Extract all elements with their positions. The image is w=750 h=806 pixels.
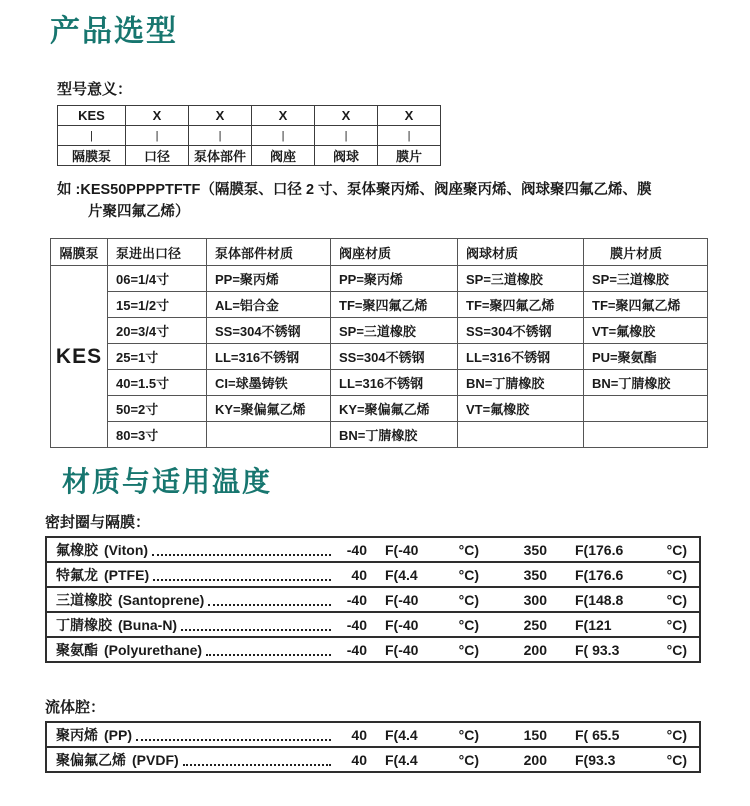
model-meaning-label: 型号意义： xyxy=(57,81,133,98)
material-name-cn: 三道橡胶 xyxy=(56,591,112,608)
min-temp-f: 40 xyxy=(351,726,367,743)
table-row xyxy=(51,318,708,344)
table-cell: SP=三道橡胶 xyxy=(458,266,584,292)
table-cell: 50=2寸 xyxy=(108,396,207,422)
model-bar-row xyxy=(58,126,441,146)
min-temp-f: -40 xyxy=(346,541,367,558)
table-row xyxy=(51,292,708,318)
column-header: 膜片材质 xyxy=(584,239,708,266)
table-cell: SP=三道橡胶 xyxy=(584,266,708,292)
table-cell: KY=聚偏氟乙烯 xyxy=(207,396,331,422)
material-name-en: (PVDF) xyxy=(132,751,179,768)
table-row xyxy=(47,638,699,661)
max-temp-f: 300 xyxy=(523,591,547,608)
table-cell: 泵体部件 xyxy=(189,146,252,166)
table-cell: BN=丁腈橡胶 xyxy=(331,422,458,448)
table-cell: 25=1寸 xyxy=(108,344,207,370)
table-cell xyxy=(584,422,708,448)
max-temp-f: 250 xyxy=(523,616,547,633)
table-cell: SP=三道橡胶 xyxy=(331,318,458,344)
dotted-leader xyxy=(153,579,331,581)
material-name-en: (Buna-N) xyxy=(118,616,178,633)
dotted-leader xyxy=(206,654,331,656)
materials-section-title: 材质与适用温度 xyxy=(62,466,273,497)
table-cell: PU=聚氨酯 xyxy=(584,344,708,370)
material-name-cn: 丁腈橡胶 xyxy=(56,616,112,633)
material-name-cn: 聚氨酯 xyxy=(56,641,98,658)
max-temp-f: 150 xyxy=(523,726,547,743)
table-cell xyxy=(584,396,708,422)
table-cell: TF=聚四氟乙烯 xyxy=(331,292,458,318)
material-name-en: (Santoprene) xyxy=(118,591,205,608)
material-name-cn: 氟橡胶 xyxy=(56,541,98,558)
min-temp-f: -40 xyxy=(346,641,367,658)
series-name-cell: KES xyxy=(51,266,108,448)
material-name-en: (PTFE) xyxy=(104,566,150,583)
page-title: 产品选型 xyxy=(50,15,178,48)
material-name-en: (Viton) xyxy=(104,541,149,558)
seal-diaphragm-label: 密封圈与隔膜： xyxy=(45,514,151,531)
table-row xyxy=(47,563,699,588)
model-code-row xyxy=(58,106,441,126)
table-cell: | xyxy=(252,126,315,146)
table-cell: VT=氟橡胶 xyxy=(584,318,708,344)
table-cell: 口径 xyxy=(126,146,189,166)
table-row xyxy=(47,723,699,748)
model-part-row xyxy=(58,146,441,166)
table-cell: SS=304不锈钢 xyxy=(207,318,331,344)
table-cell: | xyxy=(189,126,252,146)
example-line-1: 如 :KES50PPPPTFTF（隔膜泵、口径 2 寸、泵体聚丙烯、阀座聚丙烯、阀球聚四氟乙烯、膜 xyxy=(57,182,652,198)
min-temp-f: -40 xyxy=(346,616,367,633)
table-cell: | xyxy=(315,126,378,146)
max-temp-c: F(176.6 °C) xyxy=(575,566,687,583)
table-cell: LL=316不锈钢 xyxy=(458,344,584,370)
min-temp-f: -40 xyxy=(346,591,367,608)
max-temp-f: 200 xyxy=(523,641,547,658)
model-example-text xyxy=(57,179,697,223)
material-name-cn: 聚偏氟乙烯 xyxy=(56,751,126,768)
table-cell: LL=316不锈钢 xyxy=(331,370,458,396)
table-cell: CI=球墨铸铁 xyxy=(207,370,331,396)
table-cell: X xyxy=(315,106,378,126)
table-cell: TF=聚四氟乙烯 xyxy=(458,292,584,318)
model-coding-table xyxy=(57,105,441,166)
fluid-temperature-table xyxy=(45,721,701,773)
material-name-cn: 聚丙烯 xyxy=(56,726,98,743)
table-cell: 40=1.5寸 xyxy=(108,370,207,396)
table-row xyxy=(51,266,708,292)
table-cell: X xyxy=(378,106,441,126)
min-temp-c: F(-40 °C) xyxy=(385,541,479,558)
table-row xyxy=(47,588,699,613)
column-header: 泵进出口径 xyxy=(108,239,207,266)
min-temp-c: F(-40 °C) xyxy=(385,641,479,658)
dotted-leader xyxy=(183,764,331,766)
max-temp-c: F( 93.3 °C) xyxy=(575,641,687,658)
table-cell: BN=丁腈橡胶 xyxy=(584,370,708,396)
table-cell: 20=3/4寸 xyxy=(108,318,207,344)
material-name-cn: 特氟龙 xyxy=(56,566,98,583)
table-cell: 阀座 xyxy=(252,146,315,166)
table-cell: KES xyxy=(58,106,126,126)
table-cell: X xyxy=(252,106,315,126)
table-cell xyxy=(207,422,331,448)
max-temp-c: F(176.6 °C) xyxy=(575,541,687,558)
table-row xyxy=(51,396,708,422)
max-temp-c: F(121 °C) xyxy=(575,616,687,633)
min-temp-c: F(-40 °C) xyxy=(385,616,479,633)
min-temp-c: F(4.4 °C) xyxy=(385,726,479,743)
min-temp-c: F(-40 °C) xyxy=(385,591,479,608)
dotted-leader xyxy=(208,604,331,606)
table-cell: 膜片 xyxy=(378,146,441,166)
table-cell: TF=聚四氟乙烯 xyxy=(584,292,708,318)
column-header: 隔膜泵 xyxy=(51,239,108,266)
table-cell: 15=1/2寸 xyxy=(108,292,207,318)
example-line-2: 片聚四氟乙烯） xyxy=(88,204,190,220)
material-selection-table xyxy=(50,238,708,448)
table-cell: 隔膜泵 xyxy=(58,146,126,166)
min-temp-f: 40 xyxy=(351,751,367,768)
max-temp-f: 350 xyxy=(523,566,547,583)
max-temp-c: F( 65.5 °C) xyxy=(575,726,687,743)
dotted-leader xyxy=(136,739,331,741)
dotted-leader xyxy=(181,629,331,631)
table-cell: VT=氟橡胶 xyxy=(458,396,584,422)
max-temp-c: F(93.3 °C) xyxy=(575,751,687,768)
table-row xyxy=(51,422,708,448)
table-cell: BN=丁腈橡胶 xyxy=(458,370,584,396)
table-row xyxy=(51,344,708,370)
min-temp-c: F(4.4 °C) xyxy=(385,566,479,583)
table-row xyxy=(51,370,708,396)
column-header: 阀座材质 xyxy=(331,239,458,266)
material-name-en: (Polyurethane) xyxy=(104,641,203,658)
table-cell: 阀球 xyxy=(315,146,378,166)
table-cell: SS=304不锈钢 xyxy=(331,344,458,370)
max-temp-f: 350 xyxy=(523,541,547,558)
min-temp-c: F(4.4 °C) xyxy=(385,751,479,768)
table-row xyxy=(47,748,699,771)
table-cell: SS=304不锈钢 xyxy=(458,318,584,344)
table-cell: PP=聚丙烯 xyxy=(207,266,331,292)
max-temp-c: F(148.8 °C) xyxy=(575,591,687,608)
max-temp-f: 200 xyxy=(523,751,547,768)
dotted-leader xyxy=(152,554,331,556)
material-name-en: (PP) xyxy=(104,726,132,743)
column-header: 泵体部件材质 xyxy=(207,239,331,266)
table-cell: KY=聚偏氟乙烯 xyxy=(331,396,458,422)
table-cell xyxy=(458,422,584,448)
table-cell: X xyxy=(189,106,252,126)
table-cell: AL=铝合金 xyxy=(207,292,331,318)
column-header: 阀球材质 xyxy=(458,239,584,266)
table-row xyxy=(47,613,699,638)
seal-temperature-table xyxy=(45,536,701,663)
table-cell: PP=聚丙烯 xyxy=(331,266,458,292)
table-cell: | xyxy=(126,126,189,146)
table-cell: | xyxy=(378,126,441,146)
table-cell: LL=316不锈钢 xyxy=(207,344,331,370)
table-cell: | xyxy=(58,126,126,146)
table-cell: 06=1/4寸 xyxy=(108,266,207,292)
table-cell: X xyxy=(126,106,189,126)
table-row xyxy=(47,538,699,563)
min-temp-f: 40 xyxy=(351,566,367,583)
selection-header-row xyxy=(51,239,708,266)
fluid-chamber-label: 流体腔： xyxy=(45,699,106,716)
table-cell: 80=3寸 xyxy=(108,422,207,448)
